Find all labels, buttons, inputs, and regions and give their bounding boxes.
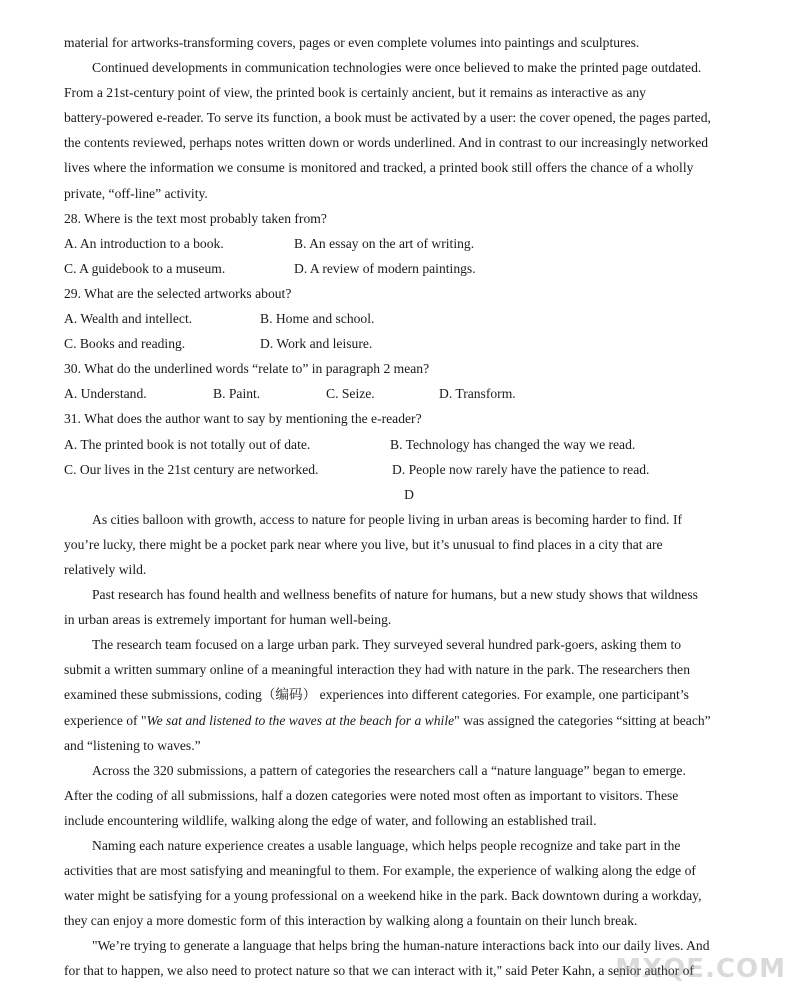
option-c: C. Our lives in the 21st century are networked.	[64, 461, 319, 477]
passage-line: After the coding of all submissions, half a dozen categories were noted most often as important to visitors. These	[64, 787, 679, 803]
option-d: D. Transform.	[439, 386, 516, 402]
passage-line: As cities balloon with growth, access to nature for people living in urban areas is becoming harder to find. If	[92, 511, 683, 527]
passage-line: material for artworks-transforming covers, pages or even complete volumes into paintings and sculptures.	[64, 35, 640, 50]
option-c: C. Books and reading.	[64, 336, 186, 352]
passage-line-with-quote	[64, 708, 754, 733]
passage-line: The research team focused on a large urban park. They surveyed several hundred park-goers, asking them to	[92, 637, 682, 653]
passage-line: for that to happen, we also need to protect nature so that we can interact with it," said Peter Kahn, a senior author of	[64, 963, 694, 979]
section-heading: D	[404, 486, 414, 502]
option-b: B. An essay on the art of writing.	[294, 235, 475, 251]
option-c: C. A guidebook to a museum.	[64, 260, 226, 276]
question-stem: 28. Where is the text most probably taken from?	[64, 210, 327, 226]
option-c: C. Seize.	[326, 386, 375, 402]
option-row	[64, 432, 754, 457]
option-d: D. A review of modern paintings.	[294, 260, 476, 276]
question-stem: 29. What are the selected artworks about?	[64, 285, 292, 301]
passage-line: the contents reviewed, perhaps notes written down or words underlined. And in contrast to our increasingly networked	[64, 135, 709, 151]
option-b: B. Technology has changed the way we read.	[390, 436, 636, 452]
option-row	[64, 306, 754, 331]
option-a: A. The printed book is not totally out of date.	[64, 436, 311, 452]
quote-prefix: experience of "	[64, 712, 147, 728]
option-row	[64, 231, 754, 256]
option-a: A. An introduction to a book.	[64, 235, 224, 251]
passage-line: "We’re trying to generate a language that helps bring the human-nature interactions back into our daily lives. And	[92, 938, 710, 954]
passage-line: Continued developments in communication technologies were once believed to make the printed page outdated.	[92, 60, 702, 76]
passage-line: Across the 320 submissions, a pattern of categories the researchers call a “nature language” began to emerge.	[92, 762, 686, 778]
italic-quote: We sat and listened to the waves at the beach for a while	[146, 712, 455, 728]
question-stem: 31. What does the author want to say by mentioning the e-reader?	[64, 411, 422, 427]
passage-line: activities that are most satisfying and meaningful to them. For example, the experience of walking along the edge of	[64, 863, 696, 879]
passage-line: relatively wild.	[64, 561, 147, 577]
passage-line: you’re lucky, there might be a pocket park near where you live, but it’s unusual to find places in a city that are	[64, 536, 663, 552]
passage-line: From a 21st-century point of view, the printed book is certainly ancient, but it remains as interactive as any	[64, 85, 646, 101]
passage-line: examined these submissions, coding（编码） experiences into different categories. For example, one participant’s	[64, 687, 689, 703]
passage-line: water might be satisfying for a young professional on a weekend hike in the park. Back downtown during a workday,	[64, 888, 702, 904]
option-a: A. Wealth and intellect.	[64, 311, 193, 327]
watermark-logo: MXQE.COM	[615, 954, 786, 984]
option-row	[64, 256, 754, 281]
passage-line: and “listening to waves.”	[64, 737, 201, 753]
option-row	[64, 381, 754, 406]
option-b: B. Home and school.	[260, 311, 375, 327]
question-stem: 30. What do the underlined words “relate to” in paragraph 2 mean?	[64, 361, 430, 377]
passage-line: Naming each nature experience creates a usable language, which helps people recognize and take part in the	[92, 838, 681, 853]
passage-line: include encountering wildlife, walking along the edge of water, and following an established trail.	[64, 812, 597, 828]
passage-line: they can enjoy a more domestic form of this interaction by walking along a fountain on their lunch break.	[64, 913, 638, 929]
quote-suffix: " was assigned the categories “sitting at beach”	[454, 712, 711, 728]
exam-page	[64, 30, 754, 984]
passage-line: Past research has found health and wellness benefits of nature for humans, but a new study shows that wildness	[92, 587, 698, 603]
passage-line: private, “off-line” activity.	[64, 185, 208, 201]
passage-line: lives where the information we consume is monitored and tracked, a printed book still offers the chance of a wholly	[64, 160, 694, 176]
option-row	[64, 457, 754, 482]
passage-line: battery-powered e-reader. To serve its function, a book must be activated by a user: the cover opened, the pages parted,	[64, 110, 711, 126]
option-row	[64, 331, 754, 356]
passage-line: submit a written summary online of a meaningful interaction they had with nature in the park. The researchers then	[64, 662, 690, 678]
option-a: A. Understand.	[64, 386, 147, 402]
option-d: D. People now rarely have the patience to read.	[392, 461, 650, 477]
option-b: B. Paint.	[213, 386, 261, 402]
option-d: D. Work and leisure.	[260, 336, 373, 352]
passage-line: in urban areas is extremely important for human well-being.	[64, 612, 392, 628]
